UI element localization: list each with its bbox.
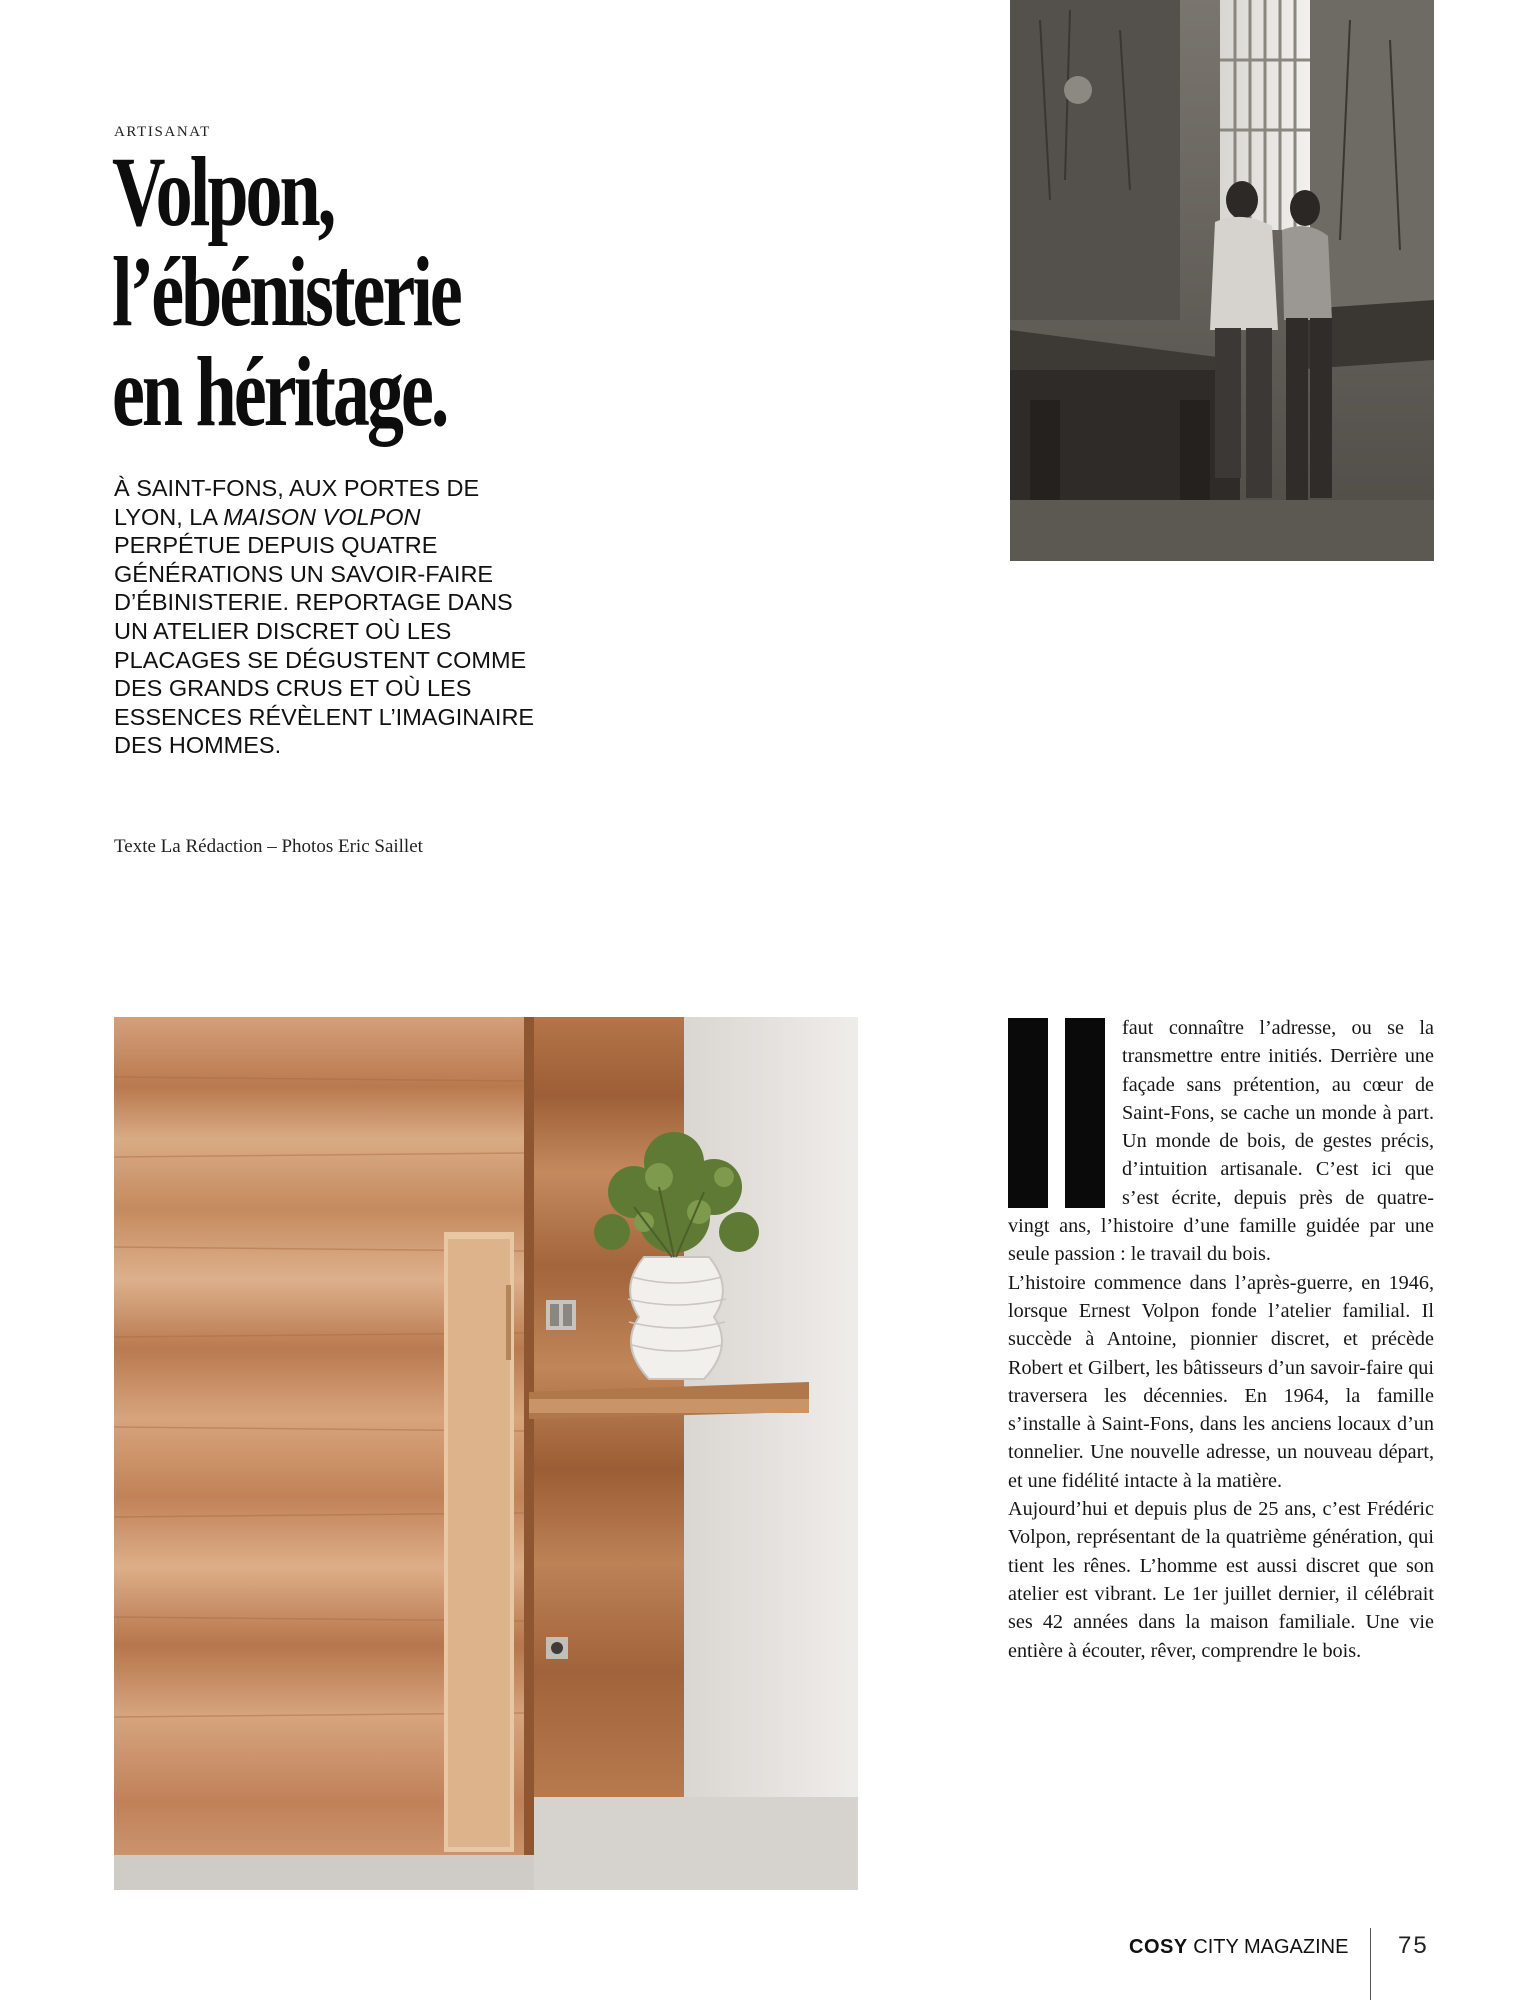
dropcap-stroke <box>1065 1018 1105 1208</box>
page-number: 75 <box>1398 1932 1429 1959</box>
brand-city-magazine: CITY MAGAZINE <box>1187 1936 1349 1958</box>
footer-divider <box>1370 1928 1371 2000</box>
article-title <box>112 136 526 447</box>
standfirst-text: À SAINT-FONS, AUX PORTES DE LYON, LA <box>114 475 480 530</box>
body-paragraph: faut connaître l’adresse, ou se la transmettre entre initiés. Derrière une façade sans prétention, au cœur de Saint-Fons, se cache un monde à part. Un monde de bois, de gestes précis, d’intuition artisanale. C’est ici que s’est écrite, depuis près de quatre-vingt ans, l’histoire d’une famille guidée par une seule passion : le travail du bois. <box>1008 1017 1434 1266</box>
title-line: Volpon, <box>112 136 334 247</box>
body-paragraph: L’histoire commence dans l’après-guerre, en 1946, lorsque Ernest Volpon fonde l’atelier familial. Il succède à Antoine, pionnier discret, et précède Robert et Gilbert, les bâtisseurs d’un savoir-faire qui traversera les décennies. En 1964, la famille s’installe à Saint-Fons, dans les anciens locaux d’un tonnelier. Une nouvelle adresse, un nouveau départ, et une fidélité intacte à la matière. <box>1008 1271 1434 1492</box>
wood-interior-photo <box>114 1017 858 1890</box>
standfirst-text: PERPÉTUE DEPUIS QUATRE GÉNÉRATIONS UN SAVOIR-FAIRE D’ÉBINISTERIE. REPORTAGE DANS UN ATELIER DISCRET OÙ LES PLACAGES SE DÉGUSTENT COMME DES GRANDS CRUS ET OÙ LES ESSENCES RÉVÈLENT L’IMAGINAIRE DES HOMMES. <box>114 532 535 759</box>
body-paragraph: Aujourd’hui et depuis plus de 25 ans, c’est Frédéric Volpon, représentant de la quatrième génération, qui tient les rênes. L’homme est aussi discret que son atelier est vibrant. Le 1er juillet dernier, il célébrait ses 42 années dans la maison familiale. Une vie entière à écouter, rêver, comprendre le bois. <box>1008 1498 1434 1662</box>
title-line: l’ébénisterie <box>112 236 460 347</box>
article-credits: Texte La Rédaction – Photos Eric Saillet <box>114 836 423 857</box>
standfirst-emphasis: MAISON VOLPON <box>223 503 421 530</box>
article-body <box>1008 1014 1434 1665</box>
section-kicker: ARTISANAT <box>114 124 211 140</box>
dropcap-stroke <box>1008 1018 1048 1208</box>
dropcap-il <box>1008 1018 1108 1208</box>
title-line: en héritage. <box>112 336 447 447</box>
magazine-brand <box>1129 1936 1348 1959</box>
article-standfirst <box>114 474 544 760</box>
brand-cosy: COSY <box>1129 1936 1188 1958</box>
workshop-archive-photo <box>1010 0 1434 561</box>
